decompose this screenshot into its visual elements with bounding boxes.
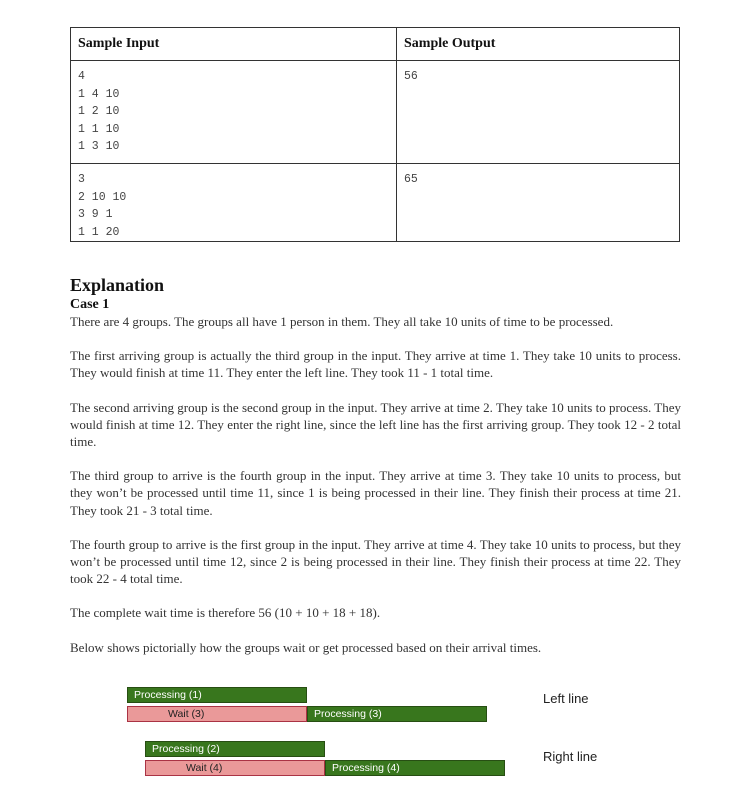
explanation-paragraph: Below shows pictorially how the groups wait or get processed based on their arrival times. bbox=[70, 639, 542, 655]
input-line: 1 2 10 bbox=[78, 105, 120, 118]
table-row bbox=[71, 164, 680, 242]
table-row bbox=[71, 61, 680, 164]
case-title: Case 1 bbox=[70, 297, 110, 312]
processing-bar-3: Processing (3) bbox=[307, 706, 487, 722]
sample-output-cell bbox=[397, 164, 680, 242]
explanation-title: Explanation bbox=[70, 275, 165, 295]
sample-input-cell bbox=[71, 164, 397, 242]
sample-io-table bbox=[70, 27, 680, 242]
explanation-paragraph: The complete wait time is therefore 56 (10 + 10 + 18 + 18). bbox=[70, 605, 381, 621]
input-line: 1 4 10 bbox=[78, 87, 120, 101]
processing-bar-2: Processing (2) bbox=[145, 741, 325, 757]
input-line: 3 bbox=[78, 173, 85, 186]
input-line: 2 10 10 bbox=[78, 190, 127, 204]
explanation-paragraph: There are 4 groups. The groups all have 1 person in them. They all take 10 units of time to be processed. bbox=[70, 314, 614, 329]
input-line: 1 1 20 bbox=[78, 225, 120, 239]
input-line: 4 bbox=[78, 70, 85, 83]
explanation-paragraph: The fourth group to arrive is the first group in the input. They arrive at time 4. They take 10 units to process, but they won’t be processed until time 12, since 2 is being processed in their line. They finish their process at time 22. They took 22 - 4 total time. bbox=[70, 536, 681, 587]
right-line-label: Right line bbox=[543, 749, 598, 764]
left-line-label: Left line bbox=[543, 691, 589, 706]
sample-input-header: Sample Input bbox=[71, 28, 397, 61]
input-line: 3 9 1 bbox=[78, 208, 113, 221]
sample-output-header: Sample Output bbox=[397, 28, 680, 61]
output-line: 56 bbox=[404, 70, 418, 83]
input-line: 1 3 10 bbox=[78, 140, 120, 153]
processing-bar-1: Processing (1) bbox=[127, 687, 307, 703]
explanation-paragraph: The second arriving group is the second group in the input. They arrive at time 2. They take 10 units to process. They would finish at time 12. They enter the right line, since the left line has the first arriving group. They took 12 - 2 total time. bbox=[70, 399, 681, 450]
processing-bar-4: Processing (4) bbox=[325, 760, 505, 776]
sample-input-cell bbox=[71, 61, 397, 164]
sample-output-cell bbox=[397, 61, 680, 164]
explanation-paragraph: The third group to arrive is the fourth group in the input. They arrive at time 3. They take 10 units to process, but they won’t be processed until time 11, since 1 is being processed in their line. They finish their process at time 21. They took 21 - 3 total time. bbox=[70, 468, 681, 518]
wait-bar-4: Wait (4) bbox=[145, 760, 325, 776]
explanation-paragraph: The first arriving group is actually the third group in the input. They arrive at time 1. They take 10 units to process. They would finish at time 11. They enter the left line. They took 11 - 1 total time. bbox=[70, 348, 681, 381]
input-line: 1 1 10 bbox=[78, 122, 120, 136]
explanation-section bbox=[70, 274, 681, 673]
output-line: 65 bbox=[404, 173, 418, 186]
wait-bar-3: Wait (3) bbox=[127, 706, 307, 722]
